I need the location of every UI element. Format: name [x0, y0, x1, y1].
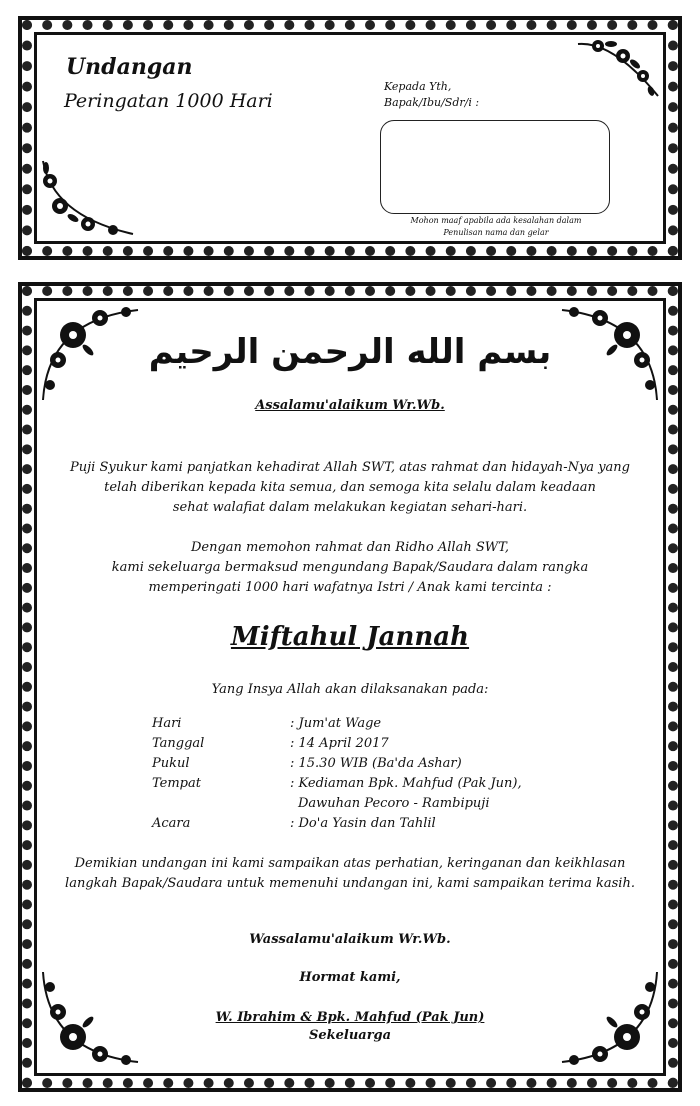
detail-value-place-line2: Dawuhan Pecoro - Rambipuji	[298, 796, 490, 811]
closing-paragraph	[18, 854, 682, 894]
signatory: W. Ibrahim & Bpk. Mahfud (Pak Jun)	[215, 1010, 485, 1025]
regards: Hormat kami,	[299, 970, 401, 985]
envelope-subtitle: Peringatan 1000 Hari	[64, 90, 273, 112]
event-intro: Yang Insya Allah akan dilaksanakan pada:	[211, 682, 489, 697]
basmalah-calligraphy: بسم الله الرحمن الرحيم	[148, 332, 552, 372]
detail-label-date: Tanggal	[152, 736, 205, 751]
recipient-label: Bapak/Ibu/Sdr/i :	[384, 96, 480, 109]
envelope-card	[18, 16, 682, 260]
invitation-card	[18, 282, 682, 1092]
paragraph-line: Dengan memohon rahmat dan Ridho Allah SWT,	[190, 540, 509, 555]
detail-value-date: : 14 April 2017	[290, 736, 389, 751]
deceased-name: Miftahul Jannah	[230, 622, 470, 652]
paragraph-line: langkah Bapak/Saudara untuk memenuhi undangan ini, kami sampaikan terima kasih.	[65, 876, 635, 891]
detail-value-place: : Kediaman Bpk. Mahfud (Pak Jun),	[290, 776, 522, 791]
detail-label-place: Tempat	[152, 776, 201, 791]
flower-ornament-bottom-left	[38, 156, 138, 240]
apology-note-line1: Mohon maaf apabila ada kesalahan dalam	[410, 216, 582, 225]
envelope-title: Undangan	[66, 54, 193, 80]
paragraph-line: memperingati 1000 hari wafatnya Istri / Anak kami tercinta :	[148, 580, 552, 595]
paragraph-line: Demikian undangan ini kami sampaikan atas perhatian, keringanan dan keikhlasan	[74, 856, 626, 871]
recipient-heading: Kepada Yth,	[384, 80, 452, 93]
greeting: Assalamu'alaikum Wr.Wb.	[255, 398, 445, 413]
detail-value-day: : Jum'at Wage	[290, 716, 382, 731]
flower-ornament-top-right	[573, 36, 663, 106]
detail-label-time: Pukul	[152, 756, 190, 771]
detail-label-event: Acara	[152, 816, 191, 831]
opening-paragraph	[18, 458, 682, 518]
paragraph-line: kami sekeluarga bermaksud mengundang Bapak/Saudara dalam rangka	[111, 560, 589, 575]
detail-value-event: : Do'a Yasin dan Tahlil	[290, 816, 436, 831]
detail-label-day: Hari	[152, 716, 182, 731]
recipient-name-box	[380, 120, 610, 214]
paragraph-line: sehat walafiat dalam melakukan kegiatan sehari-hari.	[172, 500, 528, 515]
purpose-paragraph	[18, 538, 682, 598]
family-signature: Sekeluarga	[308, 1028, 392, 1043]
paragraph-line: Puji Syukur kami panjatkan kehadirat Allah SWT, atas rahmat dan hidayah-Nya yang	[70, 460, 630, 475]
closing-greeting: Wassalamu'alaikum Wr.Wb.	[249, 932, 451, 947]
detail-value-time: : 15.30 WIB (Ba'da Ashar)	[290, 756, 462, 771]
paragraph-line: telah diberikan kepada kita semua, dan semoga kita selalu dalam keadaan	[104, 480, 596, 495]
apology-note-line2: Penulisan nama dan gelar	[443, 228, 549, 237]
